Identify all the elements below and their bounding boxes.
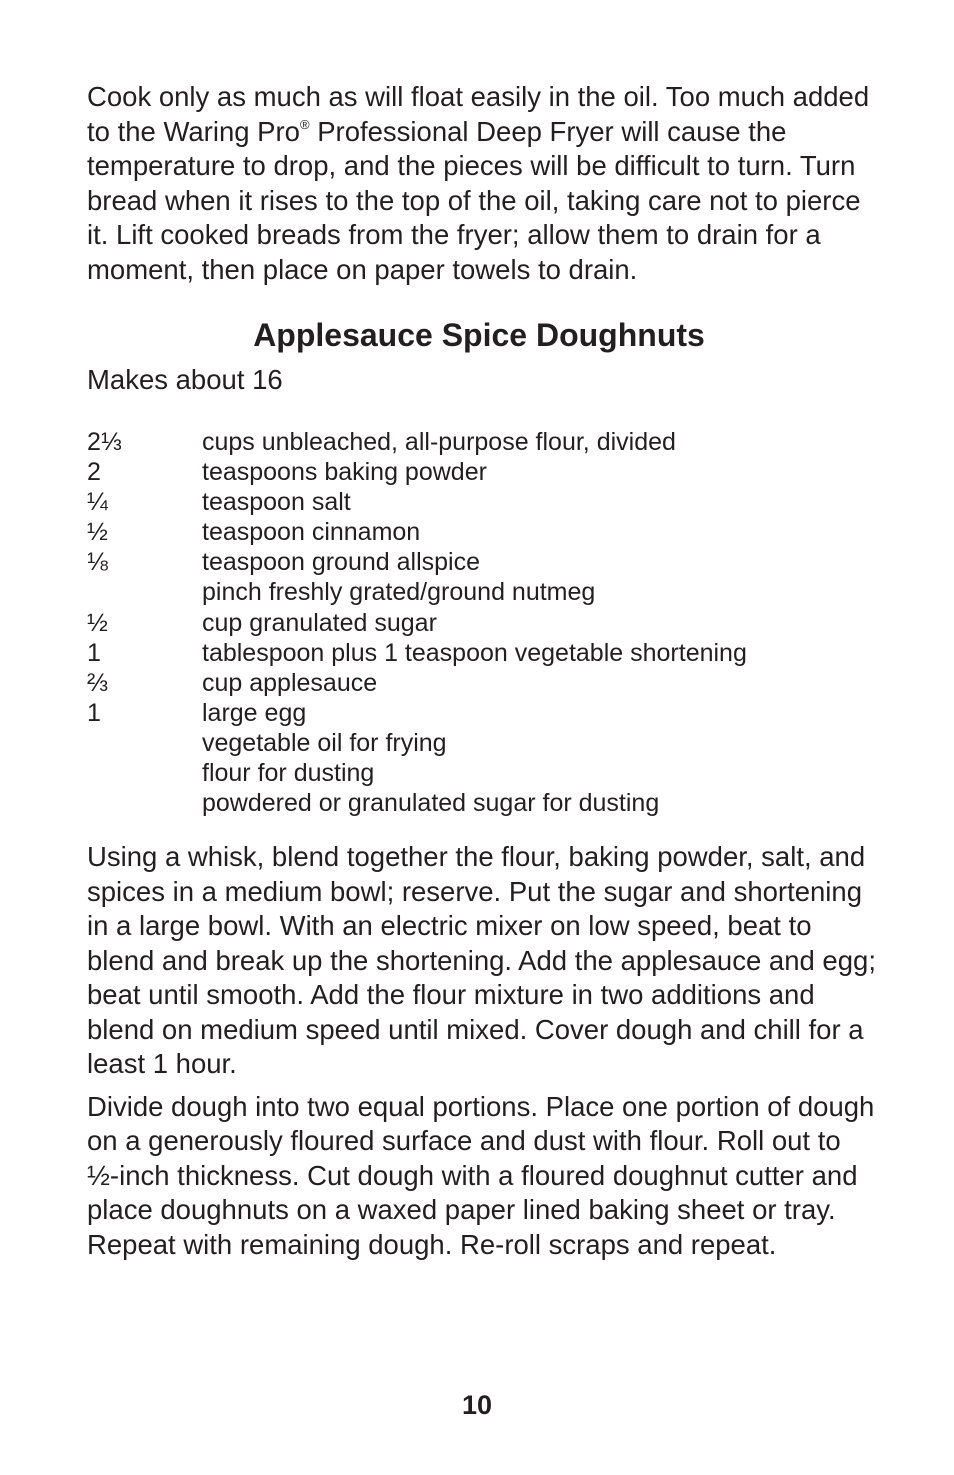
method-paragraph: Divide dough into two equal portions. Place one portion of dough on a generously floured surface and dust with flour. Roll out to ½-inch thickness. Cut dough with a floured doughnut cutter and place doughnuts on a waxed paper lined baking sheet or tray. Repeat with remaining dough. Re-roll scraps and repeat. <box>87 1090 875 1260</box>
ingredient-item: flour for dusting <box>202 759 375 788</box>
ingredient-item: cup applesauce <box>202 668 378 697</box>
ingredient-item: pinch freshly grated/ground nutmeg <box>202 578 596 607</box>
ingredient-amount: ¼ <box>87 488 108 517</box>
ingredient-row <box>87 668 877 698</box>
ingredient-item: vegetable oil for frying <box>202 728 447 757</box>
registered-trademark-mark: ® <box>299 116 310 132</box>
ingredient-row <box>87 638 877 668</box>
ingredient-row <box>87 698 877 728</box>
recipe-title: Applesauce Spice Doughnuts <box>253 317 705 353</box>
method-steps <box>87 840 877 1262</box>
ingredient-item: large egg <box>202 698 307 727</box>
ingredient-row <box>87 487 877 517</box>
ingredient-row <box>87 608 877 638</box>
recipe-yield: Makes about 16 <box>87 364 283 395</box>
ingredient-item: cups unbleached, all-purpose flour, divided <box>202 428 676 456</box>
method-paragraph: Using a whisk, blend together the flour, baking powder, salt, and spices in a medium bowl; reserve. Put the sugar and shortening in a large bowl. With an electric mixer on low speed, beat to blend and break up the shortening. Add the applesauce and egg; beat until smooth. Add the flour mixture in two additions and blend on medium speed until mixed. Cover dough and chill for a least 1 hour. <box>87 841 876 1080</box>
ingredient-row <box>87 457 877 487</box>
ingredient-row <box>87 758 877 788</box>
ingredient-amount: ⅔ <box>87 668 108 697</box>
ingredient-item: teaspoon cinnamon <box>202 518 421 547</box>
ingredient-item: powdered or granulated sugar for dusting <box>202 789 660 818</box>
ingredient-item: teaspoon salt <box>202 488 351 517</box>
ingredient-amount: 2⅓ <box>87 428 122 456</box>
ingredient-amount <box>87 728 202 758</box>
ingredient-list <box>87 427 877 818</box>
ingredient-amount <box>87 577 202 607</box>
ingredient-amount <box>87 788 202 818</box>
ingredient-row <box>87 577 877 607</box>
ingredient-amount: 2 <box>87 458 101 487</box>
manual-page <box>87 80 877 1262</box>
ingredient-amount <box>87 758 202 788</box>
ingredient-amount: 1 <box>87 638 101 667</box>
ingredient-row <box>87 517 877 547</box>
ingredient-row <box>87 427 877 457</box>
intro-text-part-1: Cook only as much as will float easily in the oil. Too much added to the Waring Pro <box>87 81 870 147</box>
ingredient-amount: ½ <box>87 608 108 637</box>
ingredient-item: cup granulated sugar <box>202 608 437 637</box>
ingredient-amount: ½ <box>87 518 108 547</box>
ingredient-item: teaspoon ground allspice <box>202 548 480 577</box>
ingredient-amount: ⅛ <box>87 548 108 577</box>
page-number: 10 <box>461 1390 493 1420</box>
intro-paragraph <box>87 80 877 287</box>
ingredient-row <box>87 788 877 818</box>
ingredient-item: teaspoons baking powder <box>202 458 487 487</box>
ingredient-row <box>87 728 877 758</box>
ingredient-row <box>87 547 877 577</box>
intro-text-part-2: Professional Deep Fryer will cause the temperature to drop, and the pieces will be difficult to turn. Turn bread when it rises to the top of the oil, taking care not to pierce it. Lift cooked breads from the fryer; allow them to drain for a moment, then place on paper towels to drain. <box>87 115 861 285</box>
ingredient-amount: 1 <box>87 698 101 727</box>
ingredient-item: tablespoon plus 1 teaspoon vegetable shortening <box>202 638 747 667</box>
